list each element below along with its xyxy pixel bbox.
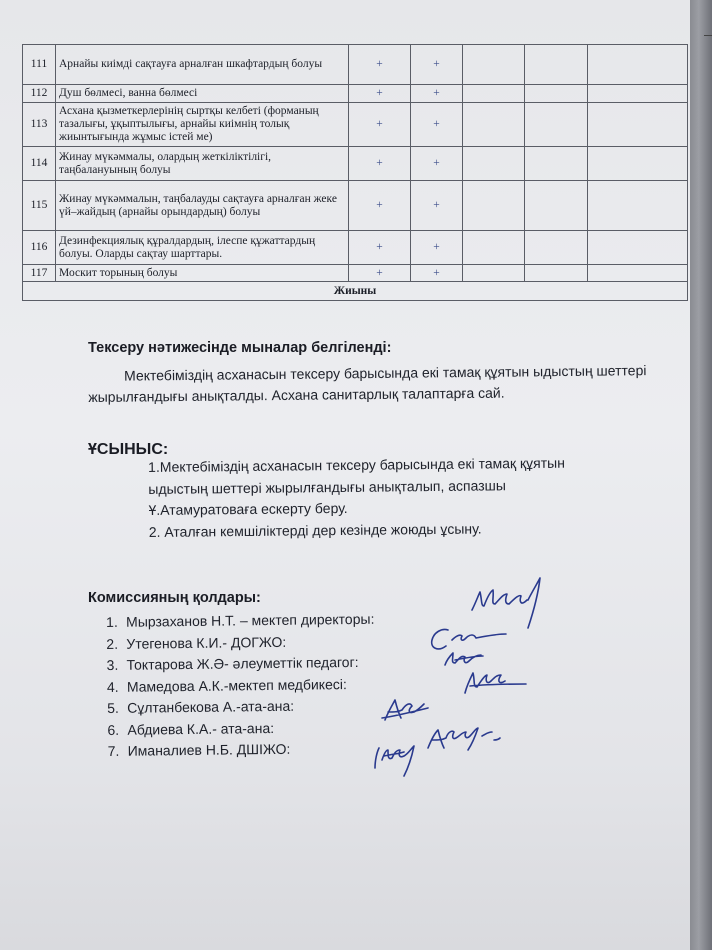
table-row [23, 181, 688, 231]
signature-director [472, 578, 540, 628]
table-row [23, 45, 688, 85]
table-row [23, 85, 688, 103]
signature-6 [428, 728, 500, 750]
row-criterion: Душ бөлмесі, ванна бөлмесі [56, 85, 349, 103]
row-criterion: Асхана қызметкерлерінің сыртқы келбеті (форманың тазалығы, ұқыптылығы, арнайы киімнің толық жиынтығында жұмыс істей ме) [56, 103, 349, 147]
row-mark: + [411, 265, 463, 282]
list-item: 3. Токтарова Ж.Ә- әлеуметтік педагог: [106, 653, 359, 673]
row-mark: + [411, 103, 463, 147]
members-list [106, 611, 376, 765]
signature-7 [375, 746, 414, 776]
list-item: 5. Сұлтанбекова А.-ата-ана: [107, 697, 295, 716]
row-criterion: Москит торының болуы [56, 265, 349, 282]
recommendation-line: ыдыстың шеттері жырылғандығы анықталып, аспазшы [148, 476, 506, 497]
signature-3 [445, 653, 483, 665]
list-item: 6. Абдиева К.А.- ата-ана: [107, 719, 275, 738]
row-mark: + [411, 147, 463, 181]
recommendation-list [148, 452, 629, 543]
findings-text: Мектебіміздің асханасын тексеру барысында екі тамақ құятын ыдыстың шеттері жырылғандығы анықталды. Асхана санитарлық талаптарға сай. [88, 362, 647, 405]
row-criterion: Арнайы киімді сақтауға арналған шкафтардың болуы [56, 45, 349, 85]
recommendation-title: ҰСЫНЫС: [88, 441, 169, 458]
row-mark: + [349, 85, 411, 103]
row-number: 115 [23, 181, 56, 231]
list-item: 7. Иманалиев Н.Б. ДШІЖО: [107, 740, 291, 759]
signature-4 [465, 673, 526, 693]
recommendation-line: Ұ.Атамуратоваға ескерту беру. [148, 499, 348, 518]
table-row [23, 103, 688, 147]
recommendation-line: 1.Мектебіміздің асханасын тексеру барысында екі тамақ құятын [148, 454, 565, 475]
total-label: Жиыны [23, 282, 688, 301]
row-number: 116 [23, 231, 56, 265]
row-number: 117 [23, 265, 56, 282]
row-mark: + [411, 181, 463, 231]
checklist-table [22, 44, 688, 301]
list-item: 1. Мырзаханов Н.Т. – мектеп директоры: [106, 610, 375, 630]
signature-2 [432, 629, 506, 648]
row-mark: + [349, 147, 411, 181]
row-mark: + [349, 265, 411, 282]
row-number: 113 [23, 103, 56, 147]
edge-mark [704, 35, 712, 42]
table-row [23, 231, 688, 265]
findings-heading: Тексеру нәтижесінде мыналар белгіленді: [88, 340, 392, 356]
row-mark: + [411, 85, 463, 103]
row-mark: + [349, 181, 411, 231]
row-criterion: Дезинфекциялық құралдардың, ілеспе құжаттардың болуы. Оларды сақтау шарттары. [56, 231, 349, 265]
page-edge [690, 0, 712, 950]
total-row [23, 282, 688, 301]
list-item: 2. Утегенова К.И.- ДОГЖО: [106, 633, 287, 652]
recommendation-line: 2. Аталған кемшіліктерді дер кезінде жоюды ұсыну. [148, 520, 482, 540]
row-mark: + [349, 231, 411, 265]
table-row [23, 147, 688, 181]
table-row [23, 265, 688, 282]
row-number: 111 [23, 45, 56, 85]
row-mark: + [411, 231, 463, 265]
row-mark: + [411, 45, 463, 85]
list-item: 4. Мамедова А.К.-мектеп медбикесі: [106, 675, 347, 695]
row-mark: + [349, 45, 411, 85]
signatures-title: Комиссияның қолдары: [88, 590, 261, 606]
row-number: 114 [23, 147, 56, 181]
row-criterion: Жинау мүкәммалын, таңбалауды сақтауға арналған жеке үй–жайдың (арнайы орындардың) болуы [56, 181, 349, 231]
signature-5 [382, 700, 428, 720]
row-mark: + [349, 103, 411, 147]
row-number: 112 [23, 85, 56, 103]
row-criterion: Жинау мүкәммалы, олардың жеткіліктілігі, таңбалануының болуы [56, 147, 349, 181]
